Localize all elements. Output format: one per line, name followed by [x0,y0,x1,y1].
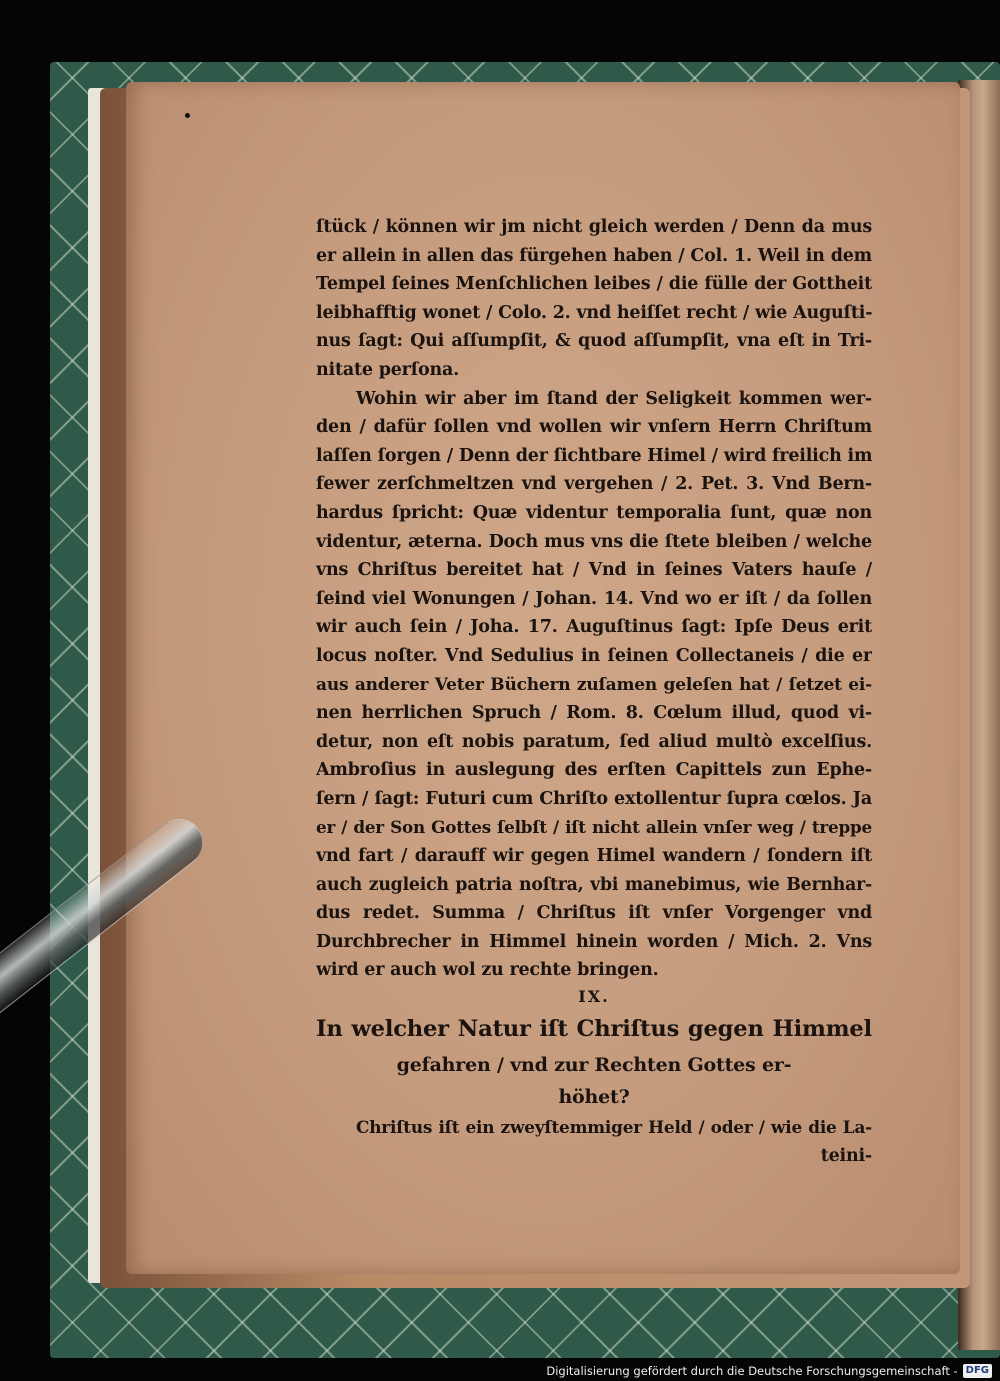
text-line: den / dafür ſollen vnd wollen wir vnſern Herrn Chriſtum [316,417,872,438]
text-line: Durchbrecher in Himmel hinein worden / Mich. 2. Vns [316,931,872,952]
text-line: hardus ſpricht: Quæ videntur temporalia ſunt, quæ non [316,502,872,523]
text-line: ſern / ſagt: Futuri cum Chriſto extollentur ſupra cœlos. Ja [316,788,872,809]
dfg-logo-icon: DFG [963,1364,992,1378]
text-line: wird er auch wol zu rechte bringen. [316,960,659,981]
text-line: er / der Son Gottes ſelbſt / iſt nicht allein vnſer weg / treppe [316,817,872,838]
text-line: auch zugleich patria noſtra, vbi manebimus, wie Bernhar- [316,874,872,895]
catchword: teini- [820,1145,872,1166]
text-line: ſtück / können wir jm nicht gleich werden / Denn da mus [316,217,872,237]
text-line: er allein in allen das fürgehen haben / Col. 1. Weil in dem [316,245,872,266]
section-heading-line3: höhet? [558,1086,630,1109]
text-line: Wohin wir aber im ſtand der Seligkeit kommen wer- [356,388,872,409]
footer-credit-text: Digitalisierung gefördert durch die Deutsche Forschungsgemeinschaft - [546,1364,958,1378]
text-line: videntur, æterna. Doch mus vns die ſtete bleiben / welche [316,531,872,552]
text-line: nus ſagt: Qui aſſumpſit, & quod aſſumpſit, vna eſt in Tri- [316,331,872,352]
text-line: detur, non eſt nobis paratum, ſed aliud multò excelſius. [316,731,872,752]
text-line: locus noſter. Vnd Sedulius in ſeinen Collectaneis / die er [316,645,872,666]
section-number: IX. [578,987,610,1007]
text-line: vns Chriſtus bereitet hat / Vnd in ſeines Vaters hauſe / [316,560,872,581]
text-line: aus anderer Veter Büchern zuſamen geleſen hat / ſetzet ei- [316,674,872,695]
text-line: dus redet. Summa / Chriſtus iſt vnſer Vorgenger vnd [316,903,872,924]
text-line: fewer zerſchmeltzen vnd vergehen / 2. Pet. 3. Vnd Bern- [316,474,872,495]
text-line: wir auch ſein / Joha. 17. Auguſtinus ſagt: Ipſe Deus erit [316,617,872,638]
ink-dot [185,113,190,118]
text-line: nen herrlichen Spruch / Rom. 8. Cœlum illud, quod vi- [316,703,872,724]
page-text [316,213,872,1170]
text-line: vnd fart / darauff wir gegen Himel wandern / ſondern iſt [316,846,872,867]
text-line: laſſen ſorgen / Denn der ſichtbare Himel / wird freilich im [316,445,872,466]
section-heading-line2: gefahren / vnd zur Rechten Gottes er- [396,1054,792,1077]
footer-credit [546,1362,992,1380]
text-line: leibhafftig wonet / Colo. 2. vnd heiſſet recht / wie Auguſti- [316,302,872,323]
text-line: Tempel ſeines Menſchlichen leibes / die fülle der Gottheit [316,274,872,295]
text-line: Ambroſius in auslegung des erſten Capittels zun Ephe- [316,760,872,781]
section-heading: In welcher Natur iſt Chriſtus gegen Himmel [316,1016,872,1043]
text-line: nitate perſona. [316,359,460,380]
text-line: ſeind viel Wonungen / Johan. 14. Vnd wo er iſt / da ſollen [316,588,872,609]
text-line: Chriſtus iſt ein zweyſtemmiger Held / oder / wie die La- [356,1117,872,1138]
